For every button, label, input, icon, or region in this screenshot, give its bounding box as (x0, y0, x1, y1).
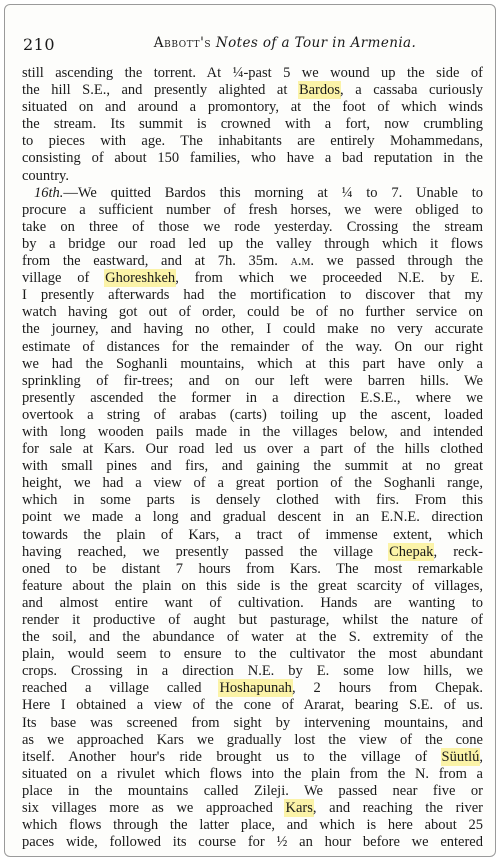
text-line (22, 304, 483, 321)
text-segment: crops. Crossing in a direction N.E. by E. some low hills, we (22, 663, 483, 680)
highlighted-place-name: Kars (285, 800, 313, 817)
text-line (22, 185, 483, 202)
text-segment: , 2 hours from Chepak. (291, 680, 483, 697)
date-label: 16th. (34, 184, 64, 201)
text-segment: height, we had a view of a great portion of the Soghanli range, (22, 475, 483, 492)
text-segment: with long wooden pails made in the villages below, and intended (22, 423, 483, 440)
text-segment: which flows through the latter place, and which is here about 25 (22, 817, 483, 834)
text-segment: having reached, we presently passed the village (22, 543, 390, 560)
text-segment: to pieces with age. The inhabitants are entirely Mohammedans, (22, 133, 483, 150)
text-line (22, 321, 483, 338)
text-segment: by a bridge our road led up the valley through which it flows (22, 235, 483, 252)
text-segment: oned to be distant 7 hours from Kars. The most remarkable (22, 560, 483, 577)
text-line (22, 783, 483, 800)
text-line (22, 629, 483, 646)
text-segment: place in the mountains called Zileji. We passed near five or (22, 782, 483, 799)
text-segment: , from which we proceeded N.E. by E. (175, 270, 483, 287)
text-line (22, 116, 483, 133)
text-segment: we passed through the (313, 253, 484, 270)
body-text (22, 65, 483, 851)
text-line (22, 253, 483, 270)
text-line (22, 680, 483, 697)
text-segment: take on three of those we rode yesterday. Crossing the stream (22, 218, 483, 235)
text-segment: situated on and around a promontory, at the foot of which winds (22, 99, 483, 116)
text-segment: from the eastward, and at 7h. 35m. (22, 253, 291, 270)
text-segment: watch having got out of order, could be of no further service on (22, 304, 483, 321)
highlighted-place-name: Bardos (298, 82, 341, 99)
text-line (22, 236, 483, 253)
text-line (22, 527, 483, 544)
text-segment: which in some parts is densely clothed with firs. From this (22, 492, 483, 509)
text-line (22, 65, 483, 82)
page-number: 210 (23, 35, 56, 54)
text-segment: Its base was screened from sight by intervening mountains, and (22, 714, 483, 731)
text-line (22, 509, 483, 526)
text-line (22, 82, 483, 99)
text-segment: procure a sufficient number of fresh horses, we were obliged to (22, 201, 483, 218)
text-line (22, 544, 483, 561)
text-segment: I presently afterwards had the mortification to discover that my (22, 287, 483, 304)
text-segment: towards the plain of Kars, a tract of immense extent, which (22, 526, 483, 543)
text-segment: the stream. Its summit is crowned with a fort, now crumbling (22, 116, 483, 133)
text-line (22, 715, 483, 732)
text-line (22, 407, 483, 424)
text-line (22, 219, 483, 236)
text-segment: the journey, and having no other, I could make no very accurate (22, 321, 483, 338)
text-line (22, 817, 483, 834)
book-page (4, 4, 496, 857)
text-line (22, 766, 483, 783)
text-line (22, 424, 483, 441)
text-segment: consisting of about 150 families, who have a bad reputation in the (22, 150, 483, 167)
text-segment: plain, would seem to ensure to the cultivator the most abundant (22, 646, 483, 663)
text-segment: , (479, 748, 483, 765)
text-line (22, 441, 483, 458)
text-segment: village of (22, 270, 106, 287)
text-segment: reached a village called (22, 680, 220, 697)
text-line (22, 749, 483, 766)
text-line (22, 390, 483, 407)
text-segment: , a cassaba curiously (340, 82, 483, 99)
text-line (22, 561, 483, 578)
text-line (22, 99, 483, 116)
text-segment: six villages more as we approached (22, 800, 286, 817)
text-line (22, 475, 483, 492)
text-segment: sprinkling of fir-trees; and on our left were barren hills. We (22, 372, 483, 389)
text-line (22, 663, 483, 680)
text-segment: the hill S.E., and presently alighted at (22, 82, 299, 99)
text-segment: overtook a string of arabas (carts) toiling up the ascent, loaded (22, 406, 483, 423)
highlighted-place-name: Süutlú (441, 748, 480, 765)
text-line (22, 339, 483, 356)
highlighted-place-name: Chepak (389, 543, 434, 560)
running-title-author: Abbott's (153, 35, 212, 51)
text-segment: the soil, and the abundance of water at the S. extremity of the (22, 629, 483, 646)
text-line (22, 492, 483, 509)
text-segment: —We quitted Bardos this morning at ¼ to 7. Unable to (63, 184, 483, 201)
text-segment: paces wide, followed its course for ½ an hour before we entered (22, 834, 483, 851)
text-segment: situated on a rivulet which flows into the plain from the N. from a (22, 765, 483, 782)
text-segment: render it productive of aught but pasturage, whilst the nature of (22, 612, 483, 628)
text-line (22, 356, 483, 373)
text-segment: presently ascended the former in a direction E.S.E., where we (22, 389, 483, 406)
text-line (22, 373, 483, 390)
text-segment: , reck- (433, 543, 483, 560)
highlighted-place-name: Ghoreshkeh (105, 270, 176, 287)
text-segment: and almost entire want of cultivation. Hands are wanting to (22, 594, 483, 611)
text-line (22, 270, 483, 287)
text-segment: for sale at Kars. Our road led us over a part of the hills clothed (22, 441, 483, 458)
text-line (22, 202, 483, 219)
text-segment: feature about the plain on this side is the great scarcity of villages, (22, 577, 483, 594)
text-segment: point we made a long and gradual descent in an E.N.E. direction (22, 509, 483, 526)
text-segment: with small pines and firs, and gaining the summit at no great (22, 458, 483, 475)
text-line (22, 133, 483, 150)
text-line (22, 578, 483, 595)
text-line (22, 646, 483, 663)
text-segment: , and reaching the river (312, 800, 484, 817)
text-line (22, 150, 483, 167)
text-line (22, 595, 483, 612)
text-line (22, 612, 483, 629)
text-segment: as we approached Kars we gradually lost the view of the cone (22, 731, 483, 748)
running-title (93, 35, 477, 51)
text-segment: still ascending the torrent. At ¼-past 5 we wound up the side of (22, 65, 483, 81)
highlighted-place-name: Hoshapunah (219, 680, 292, 697)
text-line (22, 800, 483, 817)
text-segment: we had the Soghanli mountains, which at this part have only a (22, 355, 483, 372)
text-line (22, 168, 483, 185)
text-segment: itself. Another hour's ride brought us to the village of (22, 748, 442, 765)
text-line (22, 697, 483, 714)
text-line (22, 834, 483, 851)
text-line (22, 287, 483, 304)
text-line (22, 732, 483, 749)
text-line (22, 458, 483, 475)
text-segment: Here I obtained a view of the cone of Ararat, bearing S.E. of us. (22, 697, 483, 714)
text-segment: country. (22, 167, 69, 184)
page-header (23, 35, 477, 55)
text-segment: estimate of distances for the remainder of the way. On our right (22, 338, 483, 355)
running-title-text: Notes of a Tour in Armenia. (215, 35, 417, 51)
time-abbreviation: a.m. (290, 253, 314, 270)
